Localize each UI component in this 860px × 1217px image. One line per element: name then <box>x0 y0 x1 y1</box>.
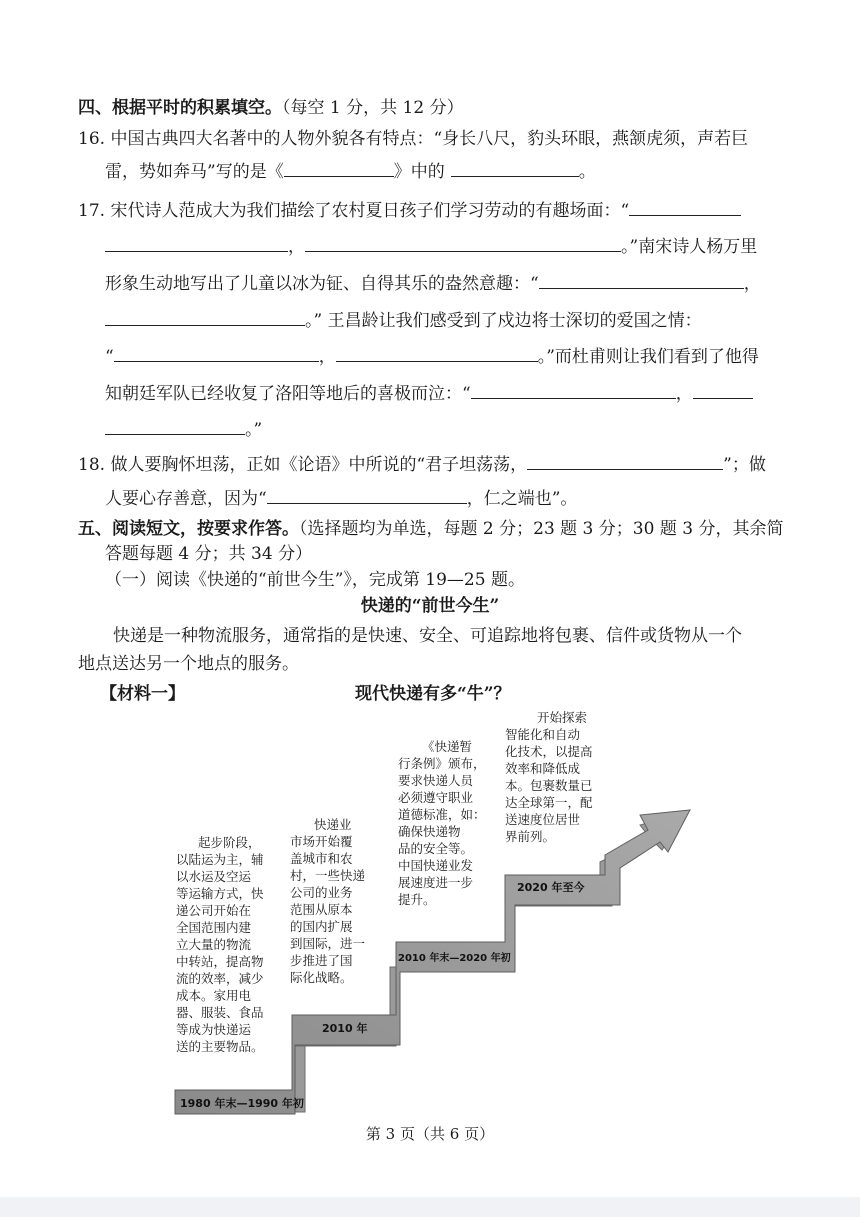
step2-line: 市场开始覆 <box>290 834 353 849</box>
step2-line: 范围从原本 <box>290 902 353 917</box>
step1-line: 以陆运为主，辅 <box>176 852 264 867</box>
step3-line: 中国快递业发 <box>398 858 474 873</box>
bottom-strip <box>0 1197 860 1217</box>
q16-text-a: 雷，势如奔马”写的是《 <box>105 162 284 182</box>
q18-text-1a: 18. 做人要胸怀坦荡，正如《论语》中所说的“君子坦荡荡， <box>78 455 528 475</box>
step2-text <box>290 816 386 986</box>
step3-line: 行条例》颁布， <box>398 756 486 771</box>
step3-line: 必须遵守职业 <box>398 790 474 805</box>
step2-line: 村，一些快递 <box>290 868 366 883</box>
figure-title: 现代快递有多“牛”？ <box>355 684 511 704</box>
step1-year: 1980 年末—1990 年初 <box>180 1097 304 1110</box>
q17-text-2b: 。”南宋诗人杨万里 <box>621 237 758 257</box>
article-title: 快递的“前世今生” <box>360 596 500 616</box>
q16-text-b: 》中的 <box>393 162 445 182</box>
step1-line: 等成为快递运 <box>176 1022 252 1037</box>
q17-text-7: 。” <box>245 420 263 440</box>
step2-line: 盖城市和农 <box>290 851 353 866</box>
step1-line: 立大量的物流 <box>176 937 252 952</box>
q17-text-5a: “ <box>105 347 114 367</box>
step1-line: 器、服装、食品 <box>176 1005 264 1020</box>
step1-line: 成本。家用电 <box>176 988 252 1003</box>
step1-line: 全国范围内建 <box>176 920 252 935</box>
step3-text <box>398 738 496 908</box>
step2-line: 快递业 <box>314 817 352 832</box>
step2-year: 2010 年 <box>322 1022 368 1035</box>
step4-line: 效率和降低成 <box>505 761 581 776</box>
step1-text <box>176 834 268 1055</box>
section5-sub: （一）阅读《快递的“前世今生”》，完成第 19—25 题。 <box>105 570 525 590</box>
page-number: 第 3 页（共 6 页） <box>365 1125 495 1143</box>
step3-year: 2010 年末—2020 年初 <box>398 953 511 964</box>
step2-line: 步推进了国 <box>290 953 353 968</box>
article-para1-line1: 快递是一种物流服务，通常指的是快速、安全、可追踪地将包裹、信件或货物从一个 <box>113 626 742 646</box>
q18-text-2b: ，仁之端也”。 <box>466 489 578 509</box>
step1-line: 等运输方式，快 <box>176 886 264 901</box>
step1-line: 起步阶段， <box>198 835 261 850</box>
section4-heading: 四、根据平时的积累填空。 <box>78 98 282 118</box>
step4-line: 送速度位居世 <box>505 812 581 827</box>
step3-line: 道德标准，如： <box>398 807 486 822</box>
step3-line: 《快递暂 <box>422 739 473 754</box>
q16-line1: 16. 中国古典四大名著中的人物外貌各有特点：“身长八尺，豹头环眼，燕颔虎须，声若巨 <box>78 129 749 149</box>
article-para1-line2: 地点送达另一个地点的服务。 <box>78 654 299 674</box>
material-label: 【材料一】 <box>100 684 185 704</box>
q18-text-1b: ”；做 <box>723 455 766 475</box>
step4-text <box>505 709 615 845</box>
section5-note-2: 答题每题 4 分；共 34 分） <box>105 544 313 564</box>
step4-line: 开始探索 <box>537 710 588 725</box>
step3-line: 展速度进一步 <box>398 875 474 890</box>
step4-line: 达全球第一，配 <box>505 795 593 810</box>
step2-line: 的国内扩展 <box>290 919 353 934</box>
q17-text-6: 知朝廷军队已经收复了洛阳等地后的喜极而泣：“ <box>105 384 471 404</box>
step3-line: 提升。 <box>398 892 436 907</box>
section5-heading: 五、阅读短文，按要求作答。 <box>78 519 299 539</box>
step2-line: 际化战略。 <box>290 970 353 985</box>
step2-line: 到国际，进一 <box>290 936 366 951</box>
q16-text-c: 。 <box>578 162 596 182</box>
q17-text-6end: ， <box>675 384 693 404</box>
step4-line: 智能化和自动 <box>505 727 581 742</box>
step3-line: 确保快递物 <box>398 824 461 839</box>
q17-text-5b: ， <box>318 347 336 367</box>
section4-score-note: （每空 1 分，共 12 分） <box>282 98 464 118</box>
q17-text-4: 。” 王昌龄让我们感受到了戍边将士深切的爱国之情： <box>305 311 702 331</box>
step4-year: 2020 年至今 <box>517 881 585 894</box>
step4-line: 界前列。 <box>505 829 556 844</box>
q17-text-5c: 。”而杜甫则让我们看到了他得 <box>537 347 759 367</box>
step1-line: 递公司开始在 <box>176 903 252 918</box>
q17-text-1: 17. 宋代诗人范成大为我们描绘了农村夏日孩子们学习劳动的有趣场面：“ <box>78 201 630 221</box>
step1-line: 以水运及空运 <box>176 869 252 884</box>
step1-line: 送的主要物品。 <box>176 1039 264 1054</box>
step3-line: 要求快递人员 <box>398 773 474 788</box>
step4-line: 化技术，以提高 <box>505 744 593 759</box>
step1-line: 流的效率，减少 <box>176 971 264 986</box>
step4-line: 本。包裹数量已 <box>505 778 593 793</box>
step3-line: 品的安全等。 <box>398 841 474 856</box>
q17-text-2a: ， <box>288 237 305 257</box>
q17-text-3: 形象生动地写出了儿童以冰为钲、自得其乐的盎然意趣：“ <box>105 274 539 294</box>
section5-note-1: （选择题均为单选，每题 2 分；23 题 3 分；30 题 3 分，其余简 <box>299 519 784 539</box>
step2-line: 公司的业务 <box>290 885 353 900</box>
q18-text-2a: 人要心存善意，因为“ <box>105 489 267 509</box>
q17-text-3end: ， <box>743 274 761 294</box>
step1-line: 中转站，提高物 <box>176 954 264 969</box>
